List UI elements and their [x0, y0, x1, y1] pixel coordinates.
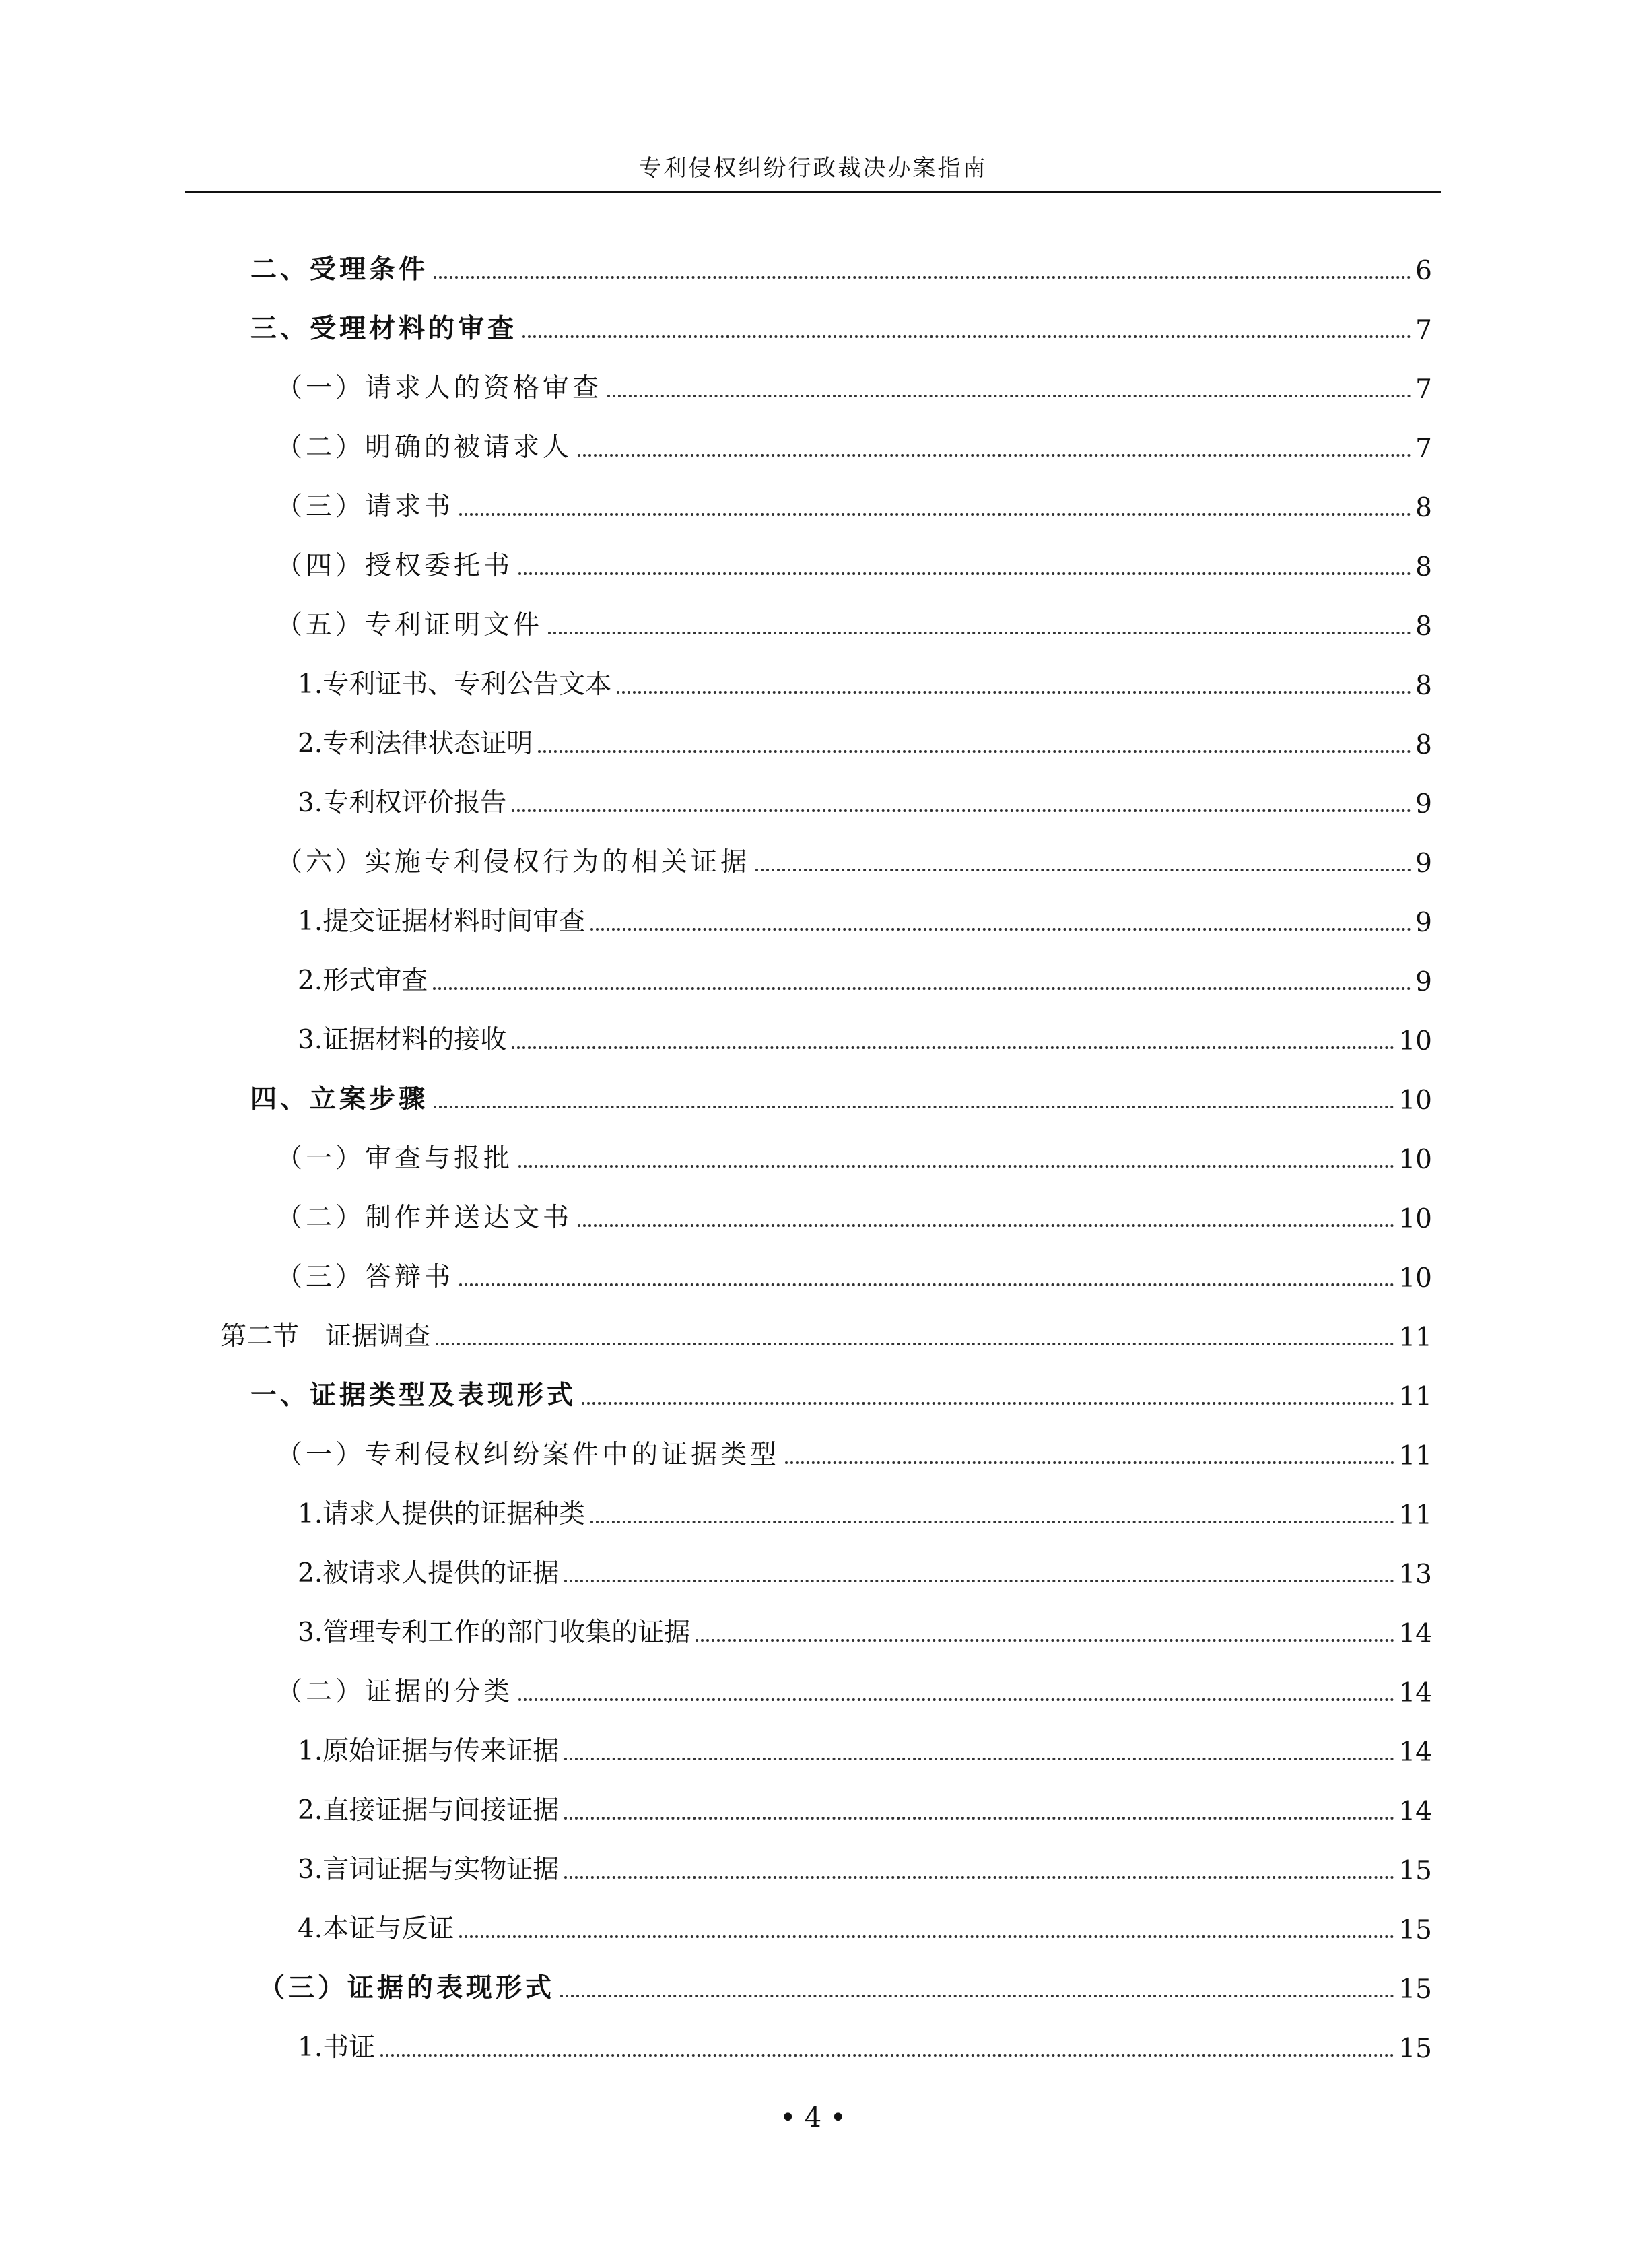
toc-entry-page: 9	[1415, 967, 1432, 997]
toc-entry[interactable]	[259, 1964, 1432, 2005]
toc-leader-dots	[538, 750, 1411, 753]
toc-entry[interactable]	[298, 1609, 1432, 1649]
running-header-title: 专利侵权纠纷行政裁决办案指南	[638, 155, 988, 182]
toc-entry-page: 14	[1398, 1619, 1432, 1649]
toc-entry[interactable]	[298, 779, 1432, 820]
toc-entry-label: 一、证据类型及表现形式	[250, 1380, 577, 1411]
page-number: • 4 •	[780, 2102, 846, 2133]
toc-entry-label: 二、受理条件	[250, 254, 429, 285]
toc-entry-page: 15	[1398, 1856, 1432, 1886]
toc-entry-page: 9	[1415, 789, 1432, 820]
toc-entry-page: 14	[1398, 1678, 1432, 1708]
toc-entry-label: 3.专利权评价报告	[298, 788, 507, 818]
toc-entry[interactable]	[298, 1846, 1432, 1886]
toc-entry-label: 3.管理专利工作的部门收集的证据	[298, 1617, 691, 1648]
toc-entry[interactable]	[250, 1372, 1432, 1412]
toc-entry[interactable]	[298, 1727, 1432, 1768]
toc-entry-label: 1.原始证据与传来证据	[298, 1736, 560, 1766]
toc-entry-page: 15	[1398, 1974, 1432, 2005]
toc-entry-label: （一）审查与报批	[276, 1143, 514, 1174]
toc-entry[interactable]	[276, 1135, 1432, 1175]
toc-leader-dots	[607, 395, 1411, 397]
toc-entry-page: 10	[1398, 1026, 1432, 1057]
toc-entry-label: 第二节 证据调查	[220, 1321, 431, 1352]
toc-entry[interactable]	[298, 1787, 1432, 1827]
toc-entry-page: 11	[1398, 1323, 1432, 1353]
toc-entry-label: （三）请求书	[276, 492, 454, 522]
toc-entry-page: 13	[1398, 1560, 1432, 1590]
toc-leader-dots	[582, 1402, 1394, 1405]
toc-entry[interactable]	[250, 246, 1432, 286]
toc-leader-dots	[459, 1283, 1394, 1286]
toc-leader-dots	[755, 869, 1411, 871]
toc-entry-label: （五）专利证明文件	[276, 610, 543, 640]
toc-entry[interactable]	[298, 898, 1432, 938]
toc-entry-page: 15	[1398, 2034, 1432, 2064]
toc-entry-page: 11	[1398, 1382, 1432, 1412]
toc-entry-page: 14	[1398, 1797, 1432, 1827]
toc-entry[interactable]	[298, 2024, 1432, 2064]
toc-leader-dots	[434, 1106, 1394, 1108]
toc-entry-label: （二）证据的分类	[276, 1677, 514, 1707]
toc-leader-dots	[518, 1165, 1394, 1168]
toc-leader-dots	[522, 335, 1411, 338]
toc-entry[interactable]	[298, 1016, 1432, 1057]
toc-entry[interactable]	[298, 661, 1432, 701]
toc-entry-page: 8	[1415, 552, 1432, 582]
toc-entry-page: 11	[1398, 1500, 1432, 1531]
toc-leader-dots	[560, 1995, 1394, 1997]
toc-entry-page: 9	[1415, 848, 1432, 879]
toc-entry-page: 8	[1415, 730, 1432, 760]
toc-entry[interactable]	[276, 364, 1432, 405]
toc-entry-label: 4.本证与反证	[298, 1914, 454, 1944]
toc-entry-label: 2.直接证据与间接证据	[298, 1795, 560, 1826]
toc-entry-page: 15	[1398, 1915, 1432, 1945]
toc-leader-dots	[785, 1461, 1394, 1464]
toc-entry[interactable]	[220, 1312, 1432, 1353]
toc-leader-dots	[518, 572, 1411, 575]
toc-entry[interactable]	[250, 1075, 1432, 1116]
toc-entry-page: 7	[1415, 374, 1432, 405]
toc-entry-page: 10	[1398, 1086, 1432, 1116]
toc-entry-label: 1.请求人提供的证据种类	[298, 1499, 586, 1529]
toc-entry-label: 三、受理材料的审查	[250, 313, 518, 344]
toc-entry-label: 3.证据材料的接收	[298, 1025, 507, 1055]
toc-entry-label: 四、立案步骤	[250, 1083, 429, 1114]
toc-entry[interactable]	[276, 542, 1432, 582]
toc-entry-label: （三）证据的表现形式	[259, 1972, 555, 2003]
toc-leader-dots	[564, 1580, 1394, 1582]
toc-entry[interactable]	[298, 720, 1432, 760]
toc-leader-dots	[518, 1698, 1394, 1701]
toc-entry[interactable]	[276, 1253, 1432, 1294]
toc-entry-label: 1.专利证书、专利公告文本	[298, 669, 612, 700]
toc-entry[interactable]	[276, 601, 1432, 642]
toc-leader-dots	[590, 1521, 1394, 1523]
toc-entry-page: 7	[1415, 434, 1432, 464]
toc-entry-label: （一）专利侵权纠纷案件中的证据类型	[276, 1440, 780, 1470]
toc-entry-label: （二）制作并送达文书	[276, 1203, 573, 1233]
toc-entry-label: 3.言词证据与实物证据	[298, 1855, 560, 1885]
toc-entry[interactable]	[276, 483, 1432, 523]
toc-leader-dots	[564, 1817, 1394, 1820]
toc-entry[interactable]	[250, 305, 1432, 345]
toc-entry[interactable]	[276, 424, 1432, 464]
toc-entry-label: 1.书证	[298, 2032, 376, 2063]
toc-entry-label: （六）实施专利侵权行为的相关证据	[276, 847, 751, 877]
toc-entry-label: 1.提交证据材料时间审查	[298, 906, 586, 937]
header-rule	[185, 191, 1441, 193]
toc-entry-label: （二）明确的被请求人	[276, 432, 573, 463]
toc-entry[interactable]	[276, 838, 1432, 879]
toc-entry-page: 8	[1415, 671, 1432, 701]
toc-leader-dots	[433, 987, 1411, 990]
toc-entry-page: 6	[1415, 256, 1432, 286]
toc-entry-page: 10	[1398, 1145, 1432, 1175]
toc-leader-dots	[617, 691, 1411, 694]
toc-leader-dots	[564, 1876, 1394, 1879]
toc-entry-page: 8	[1415, 611, 1432, 642]
toc-entry-label: 2.专利法律状态证明	[298, 729, 533, 759]
toc-entry[interactable]	[276, 1194, 1432, 1234]
toc-leader-dots	[436, 1343, 1394, 1345]
toc-leader-dots	[564, 1758, 1394, 1760]
toc-entry-page: 14	[1398, 1737, 1432, 1768]
toc-entry[interactable]	[298, 1905, 1432, 1945]
toc-leader-dots	[459, 513, 1411, 516]
toc-leader-dots	[578, 1224, 1394, 1227]
toc-leader-dots	[578, 454, 1411, 457]
toc-entry[interactable]	[298, 957, 1432, 997]
toc-entry-page: 9	[1415, 908, 1432, 938]
toc-leader-dots	[459, 1935, 1394, 1938]
toc-leader-dots	[548, 632, 1411, 634]
toc-entry-label: 2.被请求人提供的证据	[298, 1558, 560, 1589]
toc-entry[interactable]	[276, 1431, 1432, 1471]
toc-entry-label: （三）答辩书	[276, 1262, 454, 1292]
toc-entry[interactable]	[298, 1490, 1432, 1531]
toc-entry-label: （一）请求人的资格审查	[276, 373, 603, 403]
toc-entry-page: 11	[1398, 1441, 1432, 1471]
toc-entry-label: （四）授权委托书	[276, 551, 514, 581]
toc-entry[interactable]	[298, 1549, 1432, 1590]
toc-entry-page: 10	[1398, 1263, 1432, 1294]
toc-leader-dots	[380, 2054, 1394, 2057]
toc-leader-dots	[512, 1046, 1394, 1049]
toc-entry-label: 2.形式审查	[298, 966, 428, 996]
toc-leader-dots	[512, 809, 1411, 812]
toc-entry-page: 8	[1415, 493, 1432, 523]
toc-entry-page: 7	[1415, 315, 1432, 345]
toc-entry[interactable]	[276, 1668, 1432, 1708]
toc-leader-dots	[696, 1639, 1394, 1642]
toc-entry-page: 10	[1398, 1204, 1432, 1234]
toc-leader-dots	[434, 276, 1411, 279]
toc-leader-dots	[590, 928, 1411, 931]
